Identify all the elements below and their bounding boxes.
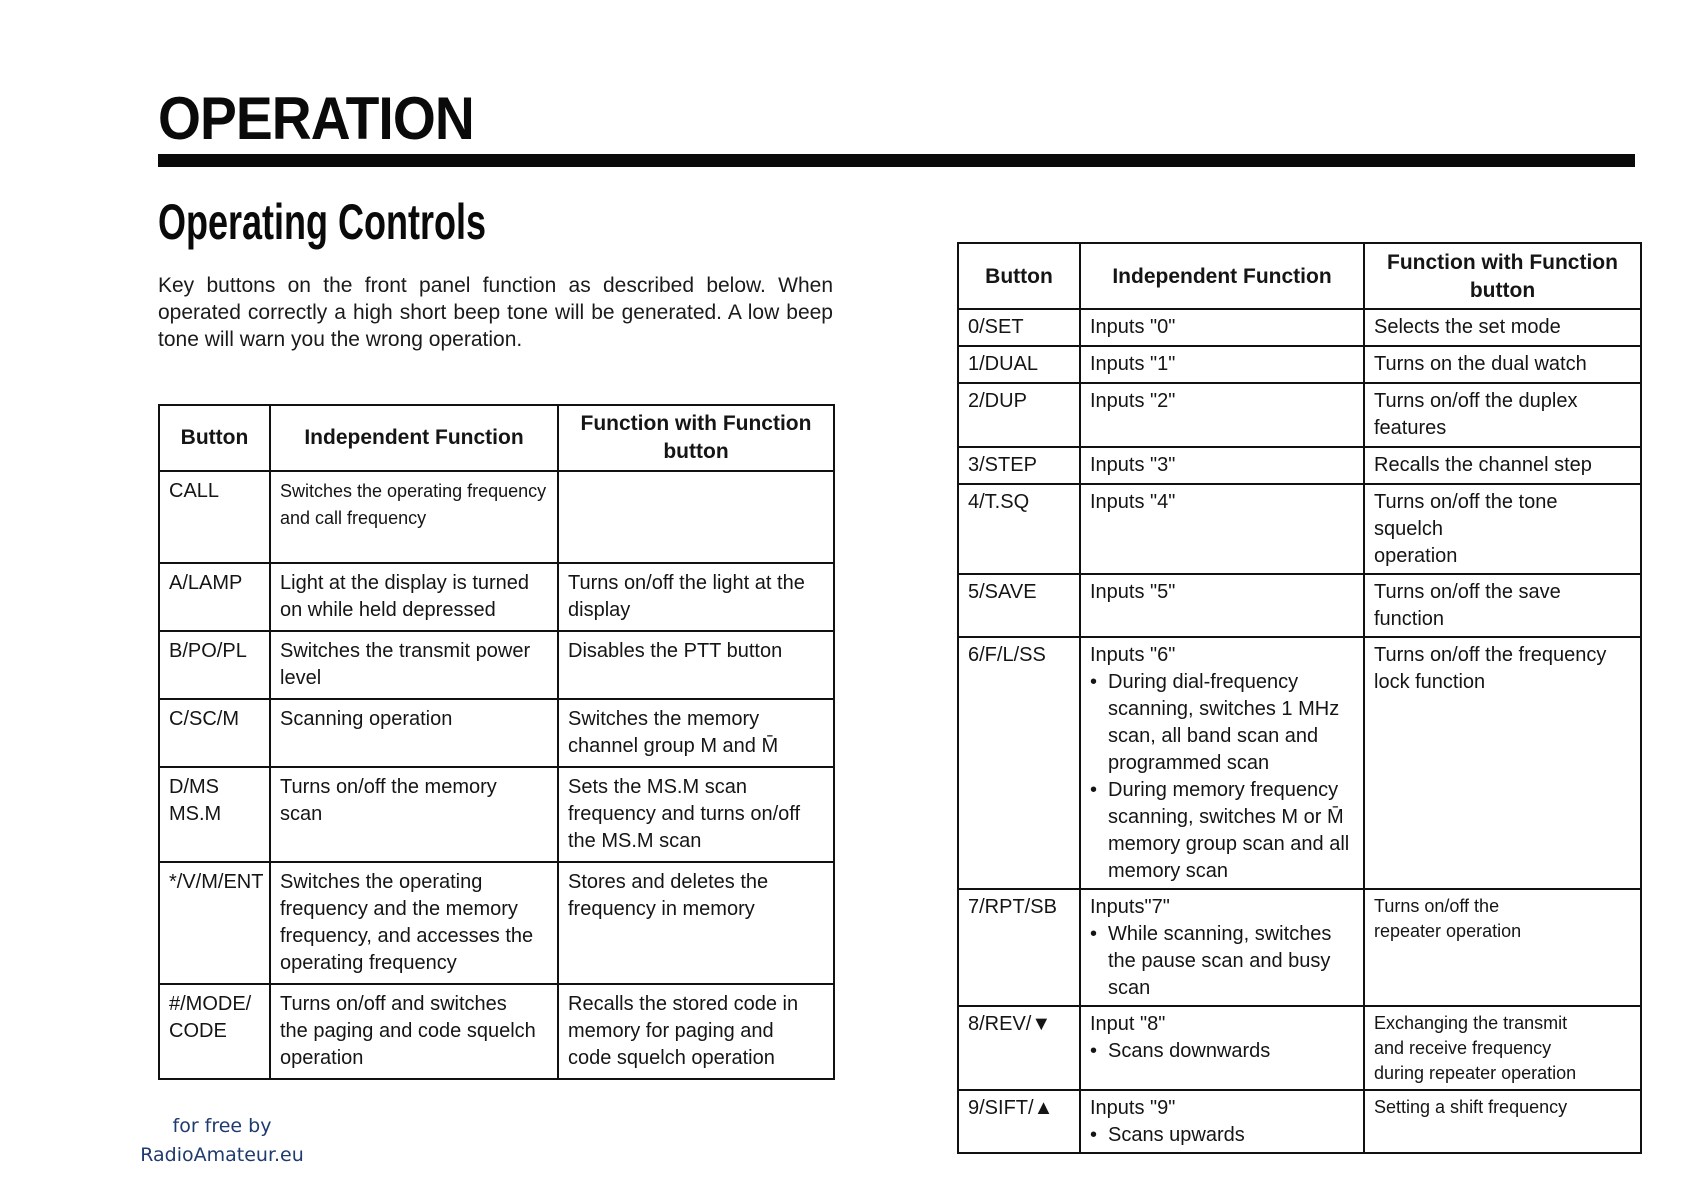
function-with-function-cell: Turns on the dual watch bbox=[1364, 346, 1641, 383]
function-with-function-cell: Disables the PTT button bbox=[558, 631, 834, 699]
function-with-function-cell: Selects the set mode bbox=[1364, 309, 1641, 346]
independent-function-cell: Inputs "1" bbox=[1080, 346, 1364, 383]
function-with-function-cell: Turns on/off the duplex features bbox=[1364, 383, 1641, 447]
table-header-row bbox=[958, 243, 1641, 309]
table-row bbox=[958, 309, 1641, 346]
button-cell: 0/SET bbox=[958, 309, 1080, 346]
button-cell: 1/DUAL bbox=[958, 346, 1080, 383]
bullet-list bbox=[1090, 921, 1354, 1002]
column-header-independent: Independent Function bbox=[1080, 243, 1364, 309]
independent-function-cell: Inputs "4" bbox=[1080, 484, 1364, 574]
button-cell: 2/DUP bbox=[958, 383, 1080, 447]
footer-line-1: for free by bbox=[172, 1115, 272, 1137]
section-title: Operating Controls bbox=[158, 194, 487, 250]
button-cell: */V/M/ENT bbox=[159, 862, 270, 984]
footer-line-2: RadioAmateur.eu bbox=[140, 1144, 304, 1166]
button-cell: 8/REV/▼ bbox=[958, 1006, 1080, 1090]
function-with-function-cell bbox=[558, 471, 834, 563]
independent-function-cell: Inputs "2" bbox=[1080, 383, 1364, 447]
independent-function-cell: Switches the transmit power level bbox=[270, 631, 558, 699]
function-with-function-cell: Exchanging the transmit and receive frequency during repeater operation bbox=[1364, 1006, 1641, 1090]
intro-paragraph: Key buttons on the front panel function as described below. When operated correctly a high short beep tone will be generated. A low beep tone will warn you the wrong operation. bbox=[158, 274, 833, 351]
independent-function-cell: Scanning operation bbox=[270, 699, 558, 767]
controls-table-left bbox=[158, 404, 835, 1080]
table-header-row bbox=[159, 405, 834, 471]
function-with-function-cell: Turns on/off the light at the display bbox=[558, 563, 834, 631]
independent-function-cell: Switches the operating frequency and call frequency bbox=[270, 471, 558, 563]
independent-function-cell: Inputs "0" bbox=[1080, 309, 1364, 346]
bullet-item: • During memory frequency scanning, switches M or M̄ memory group scan and all memory scan bbox=[1108, 777, 1354, 885]
controls-table-right bbox=[957, 242, 1642, 1154]
independent-function-cell: Turns on/off the memory scan bbox=[270, 767, 558, 862]
table-row bbox=[958, 1006, 1641, 1090]
function-with-function-cell: Sets the MS.M scan frequency and turns on/off the MS.M scan bbox=[558, 767, 834, 862]
function-with-function-cell: Turns on/off the repeater operation bbox=[1364, 889, 1641, 1006]
table-row bbox=[958, 637, 1641, 889]
table-row bbox=[159, 767, 834, 862]
table-row bbox=[958, 346, 1641, 383]
function-with-function-cell: Recalls the stored code in memory for paging and code squelch operation bbox=[558, 984, 834, 1079]
page-title: OPERATION bbox=[158, 85, 474, 152]
function-with-function-cell: Setting a shift frequency bbox=[1364, 1090, 1641, 1153]
table-row bbox=[159, 631, 834, 699]
footer-credit bbox=[122, 1112, 322, 1170]
column-header-button: Button bbox=[159, 405, 270, 471]
table-row bbox=[159, 471, 834, 563]
function-with-function-cell: Recalls the channel step bbox=[1364, 447, 1641, 484]
button-cell: 5/SAVE bbox=[958, 574, 1080, 637]
button-cell: B/PO/PL bbox=[159, 631, 270, 699]
function-with-function-cell: Turns on/off the save function bbox=[1364, 574, 1641, 637]
table-row bbox=[958, 574, 1641, 637]
column-header-with-function: Function with Function button bbox=[558, 405, 834, 471]
independent-function-cell: Turns on/off and switches the paging and code squelch operation bbox=[270, 984, 558, 1079]
bullet-list bbox=[1090, 1038, 1354, 1065]
table-row bbox=[159, 563, 834, 631]
table-row bbox=[958, 1090, 1641, 1153]
function-with-function-cell: Switches the memory channel group M and M̄ bbox=[558, 699, 834, 767]
button-cell: 4/T.SQ bbox=[958, 484, 1080, 574]
function-with-function-cell: Turns on/off the tone squelch operation bbox=[1364, 484, 1641, 574]
independent-function-cell: Inputs "6" • During dial-frequency scanning, switches 1 MHz scan, all band scan and programmed scan • During memory frequency scanning, switches M or M̄ memory group scan and all memory scan bbox=[1080, 637, 1364, 889]
independent-function-cell: Inputs "5" bbox=[1080, 574, 1364, 637]
bullet-item: • Scans downwards bbox=[1108, 1038, 1354, 1065]
bullet-item: • While scanning, switches the pause scan and busy scan bbox=[1108, 921, 1354, 1002]
table-row bbox=[958, 484, 1641, 574]
bullet-item: • During dial-frequency scanning, switches 1 MHz scan, all band scan and programmed scan bbox=[1108, 669, 1354, 777]
button-cell: 3/STEP bbox=[958, 447, 1080, 484]
function-with-function-cell: Stores and deletes the frequency in memory bbox=[558, 862, 834, 984]
button-cell: 7/RPT/SB bbox=[958, 889, 1080, 1006]
button-cell: #/MODE/ CODE bbox=[159, 984, 270, 1079]
bullet-list bbox=[1090, 1122, 1354, 1149]
independent-function-cell: Inputs"7" • While scanning, switches the pause scan and busy scan bbox=[1080, 889, 1364, 1006]
independent-function-cell: Inputs "9" • Scans upwards bbox=[1080, 1090, 1364, 1153]
title-rule bbox=[158, 154, 1635, 167]
table-row bbox=[958, 383, 1641, 447]
button-cell: 6/F/L/SS bbox=[958, 637, 1080, 889]
table-row bbox=[958, 889, 1641, 1006]
bullet-item: • Scans upwards bbox=[1108, 1122, 1354, 1149]
table-row bbox=[159, 862, 834, 984]
column-header-independent: Independent Function bbox=[270, 405, 558, 471]
table-row bbox=[159, 984, 834, 1079]
button-cell: C/SC/M bbox=[159, 699, 270, 767]
independent-function-cell: Input "8" • Scans downwards bbox=[1080, 1006, 1364, 1090]
independent-function-cell: Light at the display is turned on while held depressed bbox=[270, 563, 558, 631]
button-cell: 9/SIFT/▲ bbox=[958, 1090, 1080, 1153]
bullet-list bbox=[1090, 669, 1354, 885]
function-with-function-cell: Turns on/off the frequency lock function bbox=[1364, 637, 1641, 889]
button-cell: A/LAMP bbox=[159, 563, 270, 631]
table-row bbox=[958, 447, 1641, 484]
independent-function-cell: Inputs "3" bbox=[1080, 447, 1364, 484]
table-row bbox=[159, 699, 834, 767]
column-header-button: Button bbox=[958, 243, 1080, 309]
independent-function-cell: Switches the operating frequency and the memory frequency, and accesses the operating frequency bbox=[270, 862, 558, 984]
column-header-with-function: Function with Function button bbox=[1364, 243, 1641, 309]
button-cell: D/MS MS.M bbox=[159, 767, 270, 862]
button-cell: CALL bbox=[159, 471, 270, 563]
